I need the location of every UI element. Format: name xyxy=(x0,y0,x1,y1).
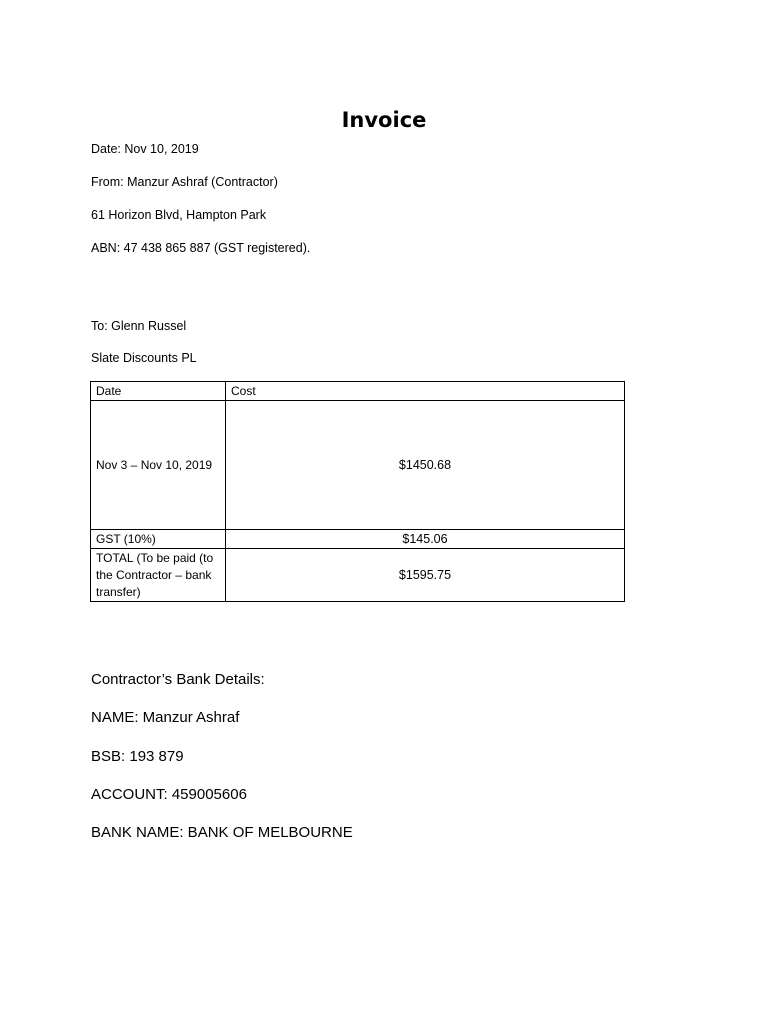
abn-line: ABN: 47 438 865 887 (GST registered). xyxy=(91,241,311,255)
table-row xyxy=(91,549,625,602)
table-row xyxy=(91,401,625,530)
bank-name: BANK NAME: BANK OF MELBOURNE xyxy=(91,824,353,841)
invoice-title: Invoice xyxy=(341,108,427,132)
row-gst-label: GST (10%) xyxy=(91,530,226,549)
invoice-date: Date: Nov 10, 2019 xyxy=(91,142,199,156)
table-row xyxy=(91,530,625,549)
from-line: From: Manzur Ashraf (Contractor) xyxy=(91,175,278,189)
bank-account-name: NAME: Manzur Ashraf xyxy=(91,709,240,726)
address-line: 61 Horizon Blvd, Hampton Park xyxy=(91,208,267,222)
row-total-value: $1595.75 xyxy=(226,549,625,602)
invoice-table xyxy=(90,381,625,602)
row-period-label: Nov 3 – Nov 10, 2019 xyxy=(91,401,226,530)
bank-bsb: BSB: 193 879 xyxy=(91,748,184,765)
row-period-value: $1450.68 xyxy=(226,401,625,530)
bank-account-number: ACCOUNT: 459005606 xyxy=(91,786,247,803)
row-gst-value: $145.06 xyxy=(226,530,625,549)
table-header-row xyxy=(91,382,625,401)
header-date: Date xyxy=(91,382,226,401)
to-line: To: Glenn Russel xyxy=(91,319,187,333)
row-total-label: TOTAL (To be paid (to the Contractor – bank transfer) xyxy=(91,549,226,602)
company-line: Slate Discounts PL xyxy=(91,351,197,365)
bank-details-heading: Contractor’s Bank Details: xyxy=(91,671,265,688)
header-cost: Cost xyxy=(226,382,625,401)
